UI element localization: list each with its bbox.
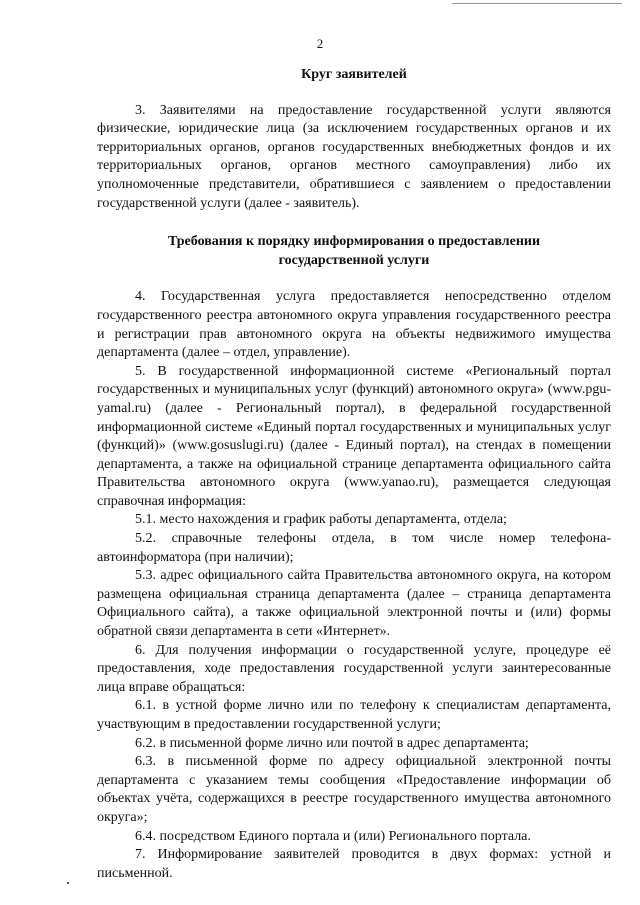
paragraph: 6.3. в письменной форме по адресу официальной электронной почты департамента с указанием темы сообщения «Предоставление информации об объектах учёта, содержащихся в реестре государственного имущества автономного округа»; — [97, 754, 611, 825]
page-number: 2 — [316, 36, 324, 51]
document-body — [97, 66, 611, 883]
paragraph: 5. В государственной информационной системе «Региональный портал государственных и муниципальных услуг (функций) автономного округа» (www.pgu-yamal.ru) (далее - Региональный портал), в федеральной государственной информационной системе «Единый портал государственных и муниципальных услуг (функций)» (www.gosuslugi.ru) (далее - Единый портал), на стендах в помещении департамента, а также на официальной странице департамента официального сайта Правительства автономного округа (www.yanao.ru), размещается следующая справочная информация: — [97, 363, 611, 509]
paragraph: 6.1. в устной форме лично или по телефону к специалистам департамента, участвующим в предоставлении государственной услуги; — [97, 698, 611, 732]
section-heading-applicants: Круг заявителей — [301, 67, 407, 82]
paragraph: 6.4. посредством Единого портала и (или) Регионального портала. — [135, 828, 531, 844]
paragraph: 6. Для получения информации о государственной услуге, процедуре её предоставления, ходе предоставления государственной услуги заинтересованные лица вправе обращаться: — [97, 642, 611, 695]
paragraph: 6.2. в письменной форме лично или почтой в адрес департамента; — [135, 735, 529, 751]
paragraph: 5.3. адрес официального сайта Правительства автономного округа, на котором размещена официальная страница департамента (далее – страница департамента Официального сайта), а также официальной электронной почты и (или) формы обратной связи департамента в сети «Интернет». — [97, 568, 611, 640]
scan-edge-line — [452, 3, 622, 4]
paragraph: 5.2. справочные телефоны отдела, в том числе номер телефона-автоинформатора (при наличии); — [97, 531, 611, 565]
paragraph: 7. Информирование заявителей проводится в двух формах: устной и письменной. — [97, 847, 611, 881]
paragraph: 3. Заявителями на предоставление государственной услуги являются физические, юридические лица (за исключением государственных органов и их территориальных органов, органов государственных внебюджетных фондов и их территориальных органов, органов местного самоуправления) либо их уполномоченные представители, обратившиеся с заявлением о предоставлении государственной услуги (далее - заявитель). — [97, 102, 611, 211]
paragraph: 5.1. место нахождения и график работы департамента, отдела; — [135, 512, 507, 528]
scan-speck — [67, 882, 69, 884]
section-heading-information-requirements: Требования к порядку информирования о предоставлении государственной услуги — [167, 234, 541, 268]
paragraph: 4. Государственная услуга предоставляется непосредственно отделом государственного реестра автономного округа управления государственного реестра и регистрации прав автономного округа на объекты недвижимого имущества департамента (далее – отдел, управление). — [97, 289, 611, 361]
